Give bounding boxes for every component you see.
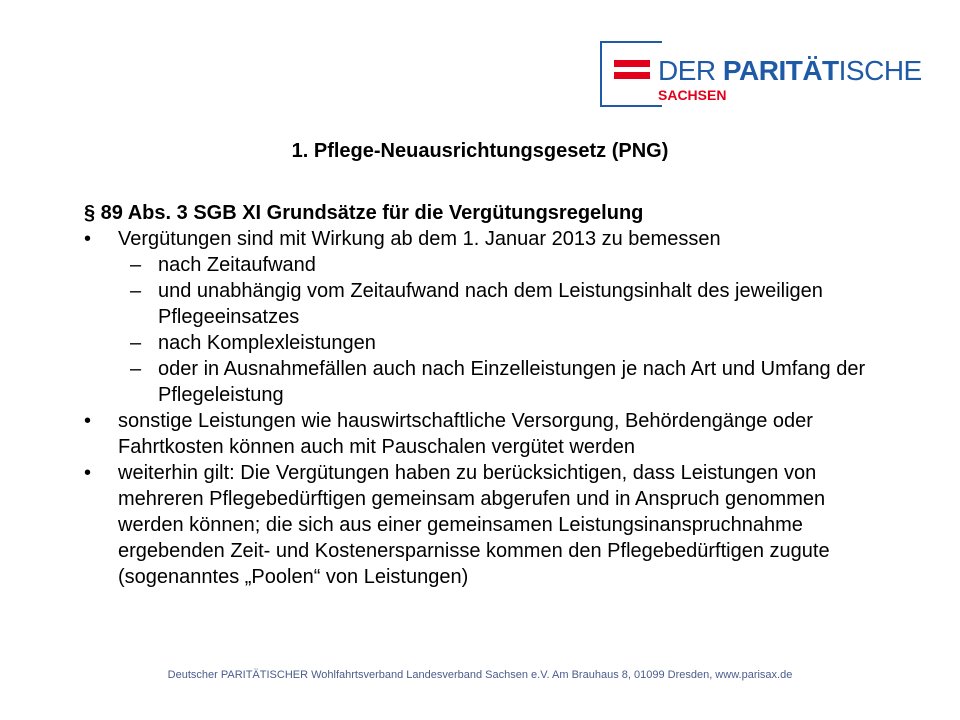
- logo-red-bar-bottom: [614, 72, 650, 79]
- section-heading: § 89 Abs. 3 SGB XI Grundsätze für die Vergütungsregelung: [84, 202, 644, 224]
- sub-item: [84, 330, 884, 356]
- bullet-marker: •: [84, 410, 92, 432]
- logo-red-bar-top: [614, 60, 650, 67]
- bullet-text: sonstige Leistungen wie hauswirtschaftliche Versorgung, Behördengänge oder Fahrtkosten können auch mit Pauschalen vergütet werden: [118, 410, 813, 458]
- sub-item-text: und unabhängig vom Zeitaufwand nach dem Leistungsinhalt des jeweiligen Pflegeeinsatzes: [158, 280, 823, 328]
- bullet-marker: •: [84, 462, 92, 484]
- sub-item: [84, 252, 884, 278]
- sub-item: [84, 278, 884, 330]
- dash-marker: –: [130, 358, 142, 380]
- sub-item-text: oder in Ausnahmefällen auch nach Einzelleistungen je nach Art und Umfang der Pflegeleistung: [158, 358, 866, 406]
- bullet-item: [84, 408, 884, 460]
- sub-item-text: nach Zeitaufwand: [158, 254, 316, 276]
- sub-item-text: nach Komplexleistungen: [158, 332, 376, 354]
- bullet-text: Vergütungen sind mit Wirkung ab dem 1. Januar 2013 zu bemessen: [118, 228, 721, 250]
- bullet-item: [84, 226, 884, 252]
- sub-item: [84, 356, 884, 408]
- slide-content: [84, 200, 884, 590]
- bullet-marker: •: [84, 228, 92, 250]
- paritaetische-logo: [600, 41, 920, 107]
- logo-wordmark: DER PARITÄTISCHE: [658, 55, 922, 86]
- dash-marker: –: [130, 254, 142, 276]
- slide-title: 1. Pflege-Neuausrichtungsgesetz (PNG): [291, 140, 669, 162]
- bullet-item: [84, 460, 884, 590]
- bullet-text: weiterhin gilt: Die Vergütungen haben zu berücksichtigen, dass Leistungen von mehreren Pflegebedürftigen gemeinsam abgerufen und in Anspruch genommen werden können; die sich aus einer gemeinsamen Leistungsinanspruchnahme ergebenden Zeit- und Kostenersparnisse kommen den Pflegebedürftigen zugute (sogenanntes „Poolen“ von Leistungen): [118, 462, 830, 588]
- dash-marker: –: [130, 280, 142, 302]
- dash-marker: –: [130, 332, 142, 354]
- footer-address: Deutscher PARITÄTISCHER Wohlfahrtsverband Landesverband Sachsen e.V. Am Brauhaus 8, 01099 Dresden, www.parisax.de: [167, 669, 793, 681]
- logo-region: SACHSEN: [658, 87, 727, 103]
